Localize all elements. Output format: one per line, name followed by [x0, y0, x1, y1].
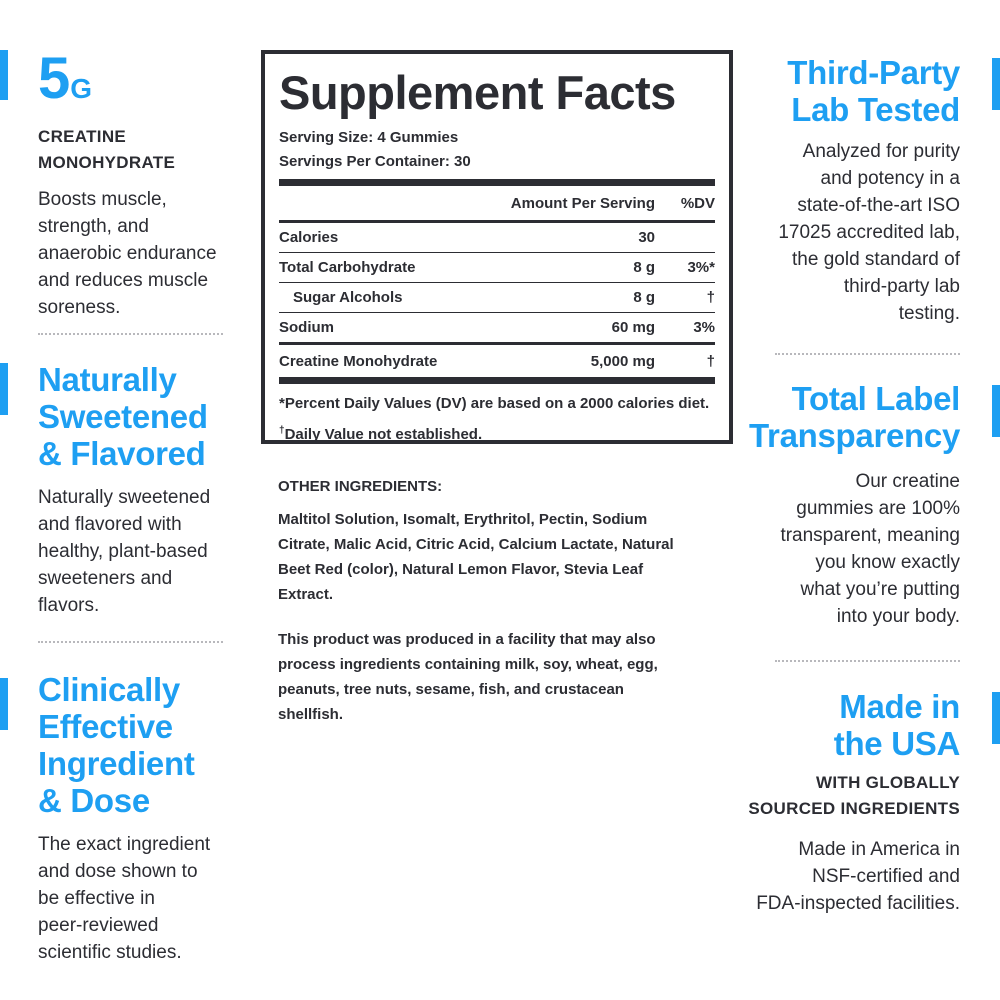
accent-bar-left-2 [0, 363, 8, 415]
creatine-subtitle: CREATINE MONOHYDRATE [38, 127, 176, 172]
header-amount: Amount Per Serving [510, 194, 655, 212]
facts-row-sodium: Sodium 60 mg 3% [279, 319, 715, 336]
label-title: Total Label Transparency [748, 380, 960, 454]
usa-body: Made in America in NSF-certified and FDA-inspected facilities. [756, 839, 960, 914]
creatine-unit: G [70, 73, 93, 104]
creatine-feature [38, 46, 253, 321]
other-ingredients-heading: OTHER INGREDIENTS: [278, 478, 443, 495]
accent-bar-left-1 [0, 50, 8, 100]
facts-thick-rule [279, 179, 715, 186]
clinical-title: Clinically Effective Ingredient & Dose [38, 671, 195, 819]
supplement-facts-panel [261, 50, 733, 444]
accent-bar-right-1 [992, 58, 1000, 110]
serving-size: Serving Size: 4 Gummies [279, 129, 459, 146]
facts-row-calories: Calories 30 [279, 229, 655, 246]
sweetened-body: Naturally sweetened and flavored with healthy, plant-based sweeteners and flavors. [38, 487, 211, 616]
lab-title: Third-Party Lab Tested [787, 54, 960, 128]
facts-row-carbohydrate: Total Carbohydrate 8 g 3%* [279, 259, 715, 276]
label-feature [740, 380, 960, 630]
divider-left-2 [38, 641, 223, 643]
facts-row-sugar-alcohols: Sugar Alcohols 8 g † [293, 289, 715, 306]
divider-right-2 [775, 660, 960, 662]
creatine-amount: 5G [38, 46, 93, 111]
sweetened-title: Naturally Sweetened & Flavored [38, 361, 208, 472]
usa-feature [740, 688, 960, 917]
accent-bar-right-3 [992, 692, 1000, 744]
lab-body: Analyzed for purity and potency in a state-of-the-art ISO 17025 accredited lab, the gold standard of third-party lab testing. [778, 141, 960, 324]
footnote-not-established: †Daily Value not established. [279, 425, 483, 443]
label-body: Our creatine gummies are 100% transparent, meaning you know exactly what you’re putting into your body. [780, 471, 960, 627]
facts-header-row [279, 186, 715, 220]
header-dv: %DV [680, 194, 715, 212]
lab-feature [740, 54, 960, 327]
divider-left-1 [38, 333, 223, 335]
divider-right-1 [775, 353, 960, 355]
usa-subtitle: WITH GLOBALLY SOURCED INGREDIENTS [748, 773, 960, 818]
accent-bar-right-2 [992, 385, 1000, 437]
other-ingredients [278, 474, 708, 727]
allergen-statement: This product was produced in a facility that may also process ingredients containing milk, soy, wheat, egg, peanuts, tree nuts, sesame, fish, and crustacean shellfish. [278, 631, 658, 723]
facts-row-creatine: Creatine Monohydrate 5,000 mg † [279, 352, 715, 370]
clinical-feature [38, 671, 253, 966]
clinical-body: The exact ingredient and dose shown to be effective in peer-reviewed scientific studies. [38, 834, 211, 963]
other-ingredients-list: Maltitol Solution, Isomalt, Erythritol, Pectin, Sodium Citrate, Malic Acid, Citric Acid, Calcium Lactate, Natural Beet Red (color), Natural Lemon Flavor, Stevia Leaf Extract. [278, 511, 674, 603]
sweetened-feature [38, 361, 253, 619]
usa-title: Made in the USA [833, 688, 960, 762]
accent-bar-left-3 [0, 678, 8, 730]
servings-per-container: Servings Per Container: 30 [279, 153, 471, 170]
creatine-body: Boosts muscle, strength, and anaerobic endurance and reduces muscle soreness. [38, 189, 217, 318]
facts-bottom-rule [279, 377, 715, 384]
footnote-dv: *Percent Daily Values (DV) are based on a 2000 calories diet. [279, 395, 710, 412]
facts-title: Supplement Facts [279, 66, 676, 119]
